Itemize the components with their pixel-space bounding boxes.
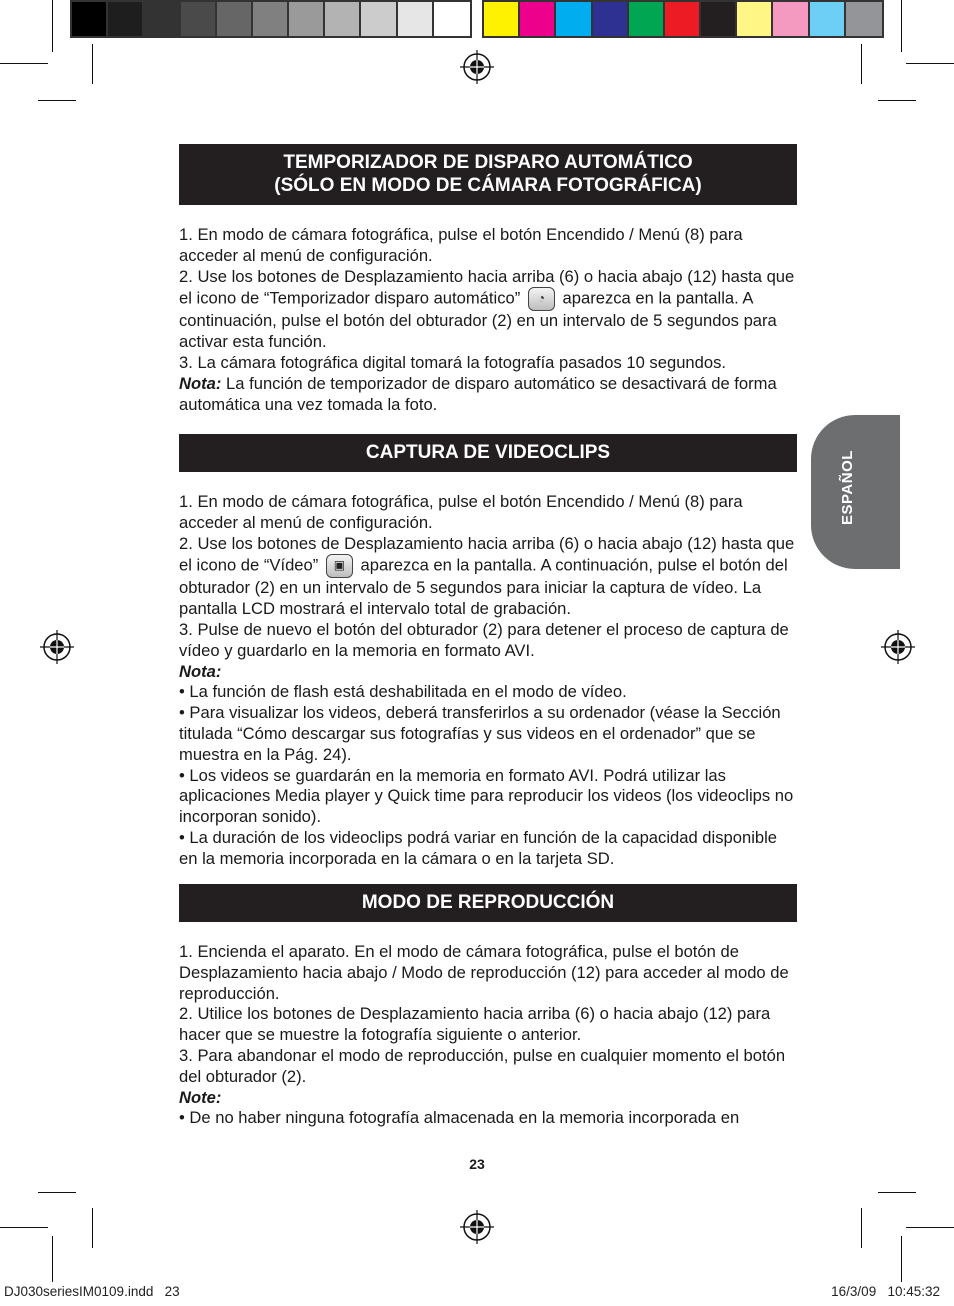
color-swatch	[665, 2, 701, 36]
registration-target-icon	[460, 1210, 494, 1244]
section-header-self-timer	[179, 144, 797, 205]
registration-target-icon	[460, 50, 494, 84]
color-swatch	[701, 2, 737, 36]
note-label: Nota:	[179, 373, 222, 393]
section-body-self-timer	[179, 225, 799, 415]
bullet: • La duración de los videoclips podrá variar en función de la capacidad disponible en la memoria incorporada en la cámara o en la tarjeta SD.	[179, 827, 778, 868]
gray-swatch	[144, 2, 180, 36]
gray-swatch	[253, 2, 289, 36]
crop-mark	[52, 1236, 53, 1282]
step-1: 1. En modo de cámara fotográfica, pulse el botón Encendido / Menú (8) para acceder al menú de configuración.	[179, 492, 743, 532]
section-header-video	[179, 434, 797, 472]
color-swatch	[810, 2, 846, 36]
step-1: 1. En modo de cámara fotográfica, pulse el botón Encendido / Menú (8) para acceder al menú de configuración.	[179, 225, 743, 265]
step-2: 2. Utilice los botones de Desplazamiento hacia arriba (6) o hacia abajo (12) para hacer que se muestre la fotografía siguiente o anterior.	[179, 1004, 771, 1045]
crop-mark	[906, 1227, 954, 1228]
bullet: • Los videos se guardarán en la memoria en formato AVI. Podrá utilizar las aplicaciones Media player y Quick time para reproducir los videos (los videoclips no incorporan sonido).	[179, 765, 794, 827]
color-swatch	[629, 2, 665, 36]
registration-target-icon	[881, 630, 915, 664]
crop-mark	[38, 100, 76, 101]
bullet: • La función de flash está deshabilitada en el modo de vídeo.	[179, 682, 627, 702]
gray-swatch	[325, 2, 361, 36]
process-color-bar	[482, 0, 884, 38]
registration-target-icon	[40, 630, 74, 664]
crop-mark	[906, 63, 954, 64]
step-3: 3. Pulse de nuevo el botón del obturador (2) para detener el proceso de captura de vídeo y guardarlo en la memoria en formato AVI.	[179, 619, 789, 660]
note-label: Note:	[179, 1087, 222, 1107]
video-icon: ▣	[326, 554, 353, 578]
crop-mark	[878, 100, 916, 101]
gray-swatch	[289, 2, 325, 36]
section-title-line2: (SÓLO EN MODO DE CÁMARA FOTOGRÁFICA)	[274, 175, 702, 196]
bullet: • Para visualizar los videos, deberá transferirlos a su ordenador (véase la Sección titulada “Cómo descargar sus fotografías y sus videos en el ordenador” que se muestra en la Pág. 24).	[179, 703, 781, 764]
crop-mark	[878, 1192, 916, 1193]
step-2: 2. Use los botones de Desplazamiento hacia arriba (6) o hacia abajo (12) hasta que el icono de “Temporizador disparo automático” ◔ aparezca en la pantalla. A continuación, pulse el botón del obturador (2) en un intervalo de 5 segundos para activar esta función.	[179, 266, 795, 352]
crop-mark	[0, 1227, 48, 1228]
gray-swatch	[434, 2, 470, 36]
section-header-playback	[179, 884, 797, 922]
crop-mark	[861, 1208, 862, 1248]
section-body-video	[179, 492, 799, 870]
bullet: • De no haber ninguna fotografía almacenada en la memoria incorporada en	[179, 1108, 740, 1128]
color-swatch	[773, 2, 809, 36]
color-swatch	[556, 2, 592, 36]
step-2: 2. Use los botones de Desplazamiento hacia arriba (6) o hacia abajo (12) hasta que el icono de “Vídeo” ▣ aparezca en la pantalla. A continuación, pulse el botón del obturador (2) en un intervalo de 5 segundos para iniciar la captura de vídeo. La pantalla LCD mostrará el intervalo total de grabación.	[179, 533, 795, 619]
step-3: 3. La cámara fotográfica digital tomará la fotografía pasados 10 segundos.	[179, 352, 727, 372]
color-swatch	[846, 2, 882, 36]
note-text: La función de temporizador de disparo automático se desactivará de forma automática una vez tomada la foto.	[179, 373, 777, 414]
crop-mark	[861, 44, 862, 84]
step-1: 1. Encienda el aparato. En el modo de cámara fotográfica, pulse el botón de Desplazamiento hacia abajo / Modo de reproducción (12) para acceder al modo de reproducción.	[179, 942, 789, 1003]
crop-mark	[901, 0, 902, 52]
page-number: 23	[469, 1156, 485, 1172]
crop-mark	[38, 1192, 76, 1193]
language-label: ESPAÑOL	[839, 450, 856, 525]
language-side-tab	[811, 415, 900, 569]
section-title: CAPTURA DE VIDEOCLIPS	[365, 442, 611, 463]
crop-mark	[0, 63, 48, 64]
note-label: Nota:	[179, 661, 222, 681]
crop-mark	[52, 0, 53, 52]
crop-mark	[901, 1236, 902, 1282]
gray-swatch	[72, 2, 108, 36]
self-timer-icon: ◔	[528, 287, 555, 311]
footer-filename: DJ030seriesIM0109.indd 23	[4, 1284, 180, 1299]
section-title-line1: TEMPORIZADOR DE DISPARO AUTOMÁTICO	[283, 152, 693, 173]
section-body-playback	[179, 942, 799, 1129]
step-3: 3. Para abandonar el modo de reproducción, pulse en cualquier momento el botón del obturador (2).	[179, 1045, 786, 1086]
gray-swatch	[398, 2, 434, 36]
crop-mark	[92, 1208, 93, 1248]
gray-swatch	[361, 2, 397, 36]
note	[179, 374, 799, 416]
color-swatch	[520, 2, 556, 36]
color-swatch	[593, 2, 629, 36]
gray-swatch	[181, 2, 217, 36]
footer-timestamp: 16/3/09 10:45:32	[831, 1284, 940, 1299]
section-title: MODO DE REPRODUCCIÓN	[361, 892, 615, 913]
gray-swatch	[108, 2, 144, 36]
gray-swatch	[217, 2, 253, 36]
color-swatch	[737, 2, 773, 36]
grayscale-color-bar	[70, 0, 472, 38]
crop-mark	[92, 44, 93, 84]
color-swatch	[484, 2, 520, 36]
